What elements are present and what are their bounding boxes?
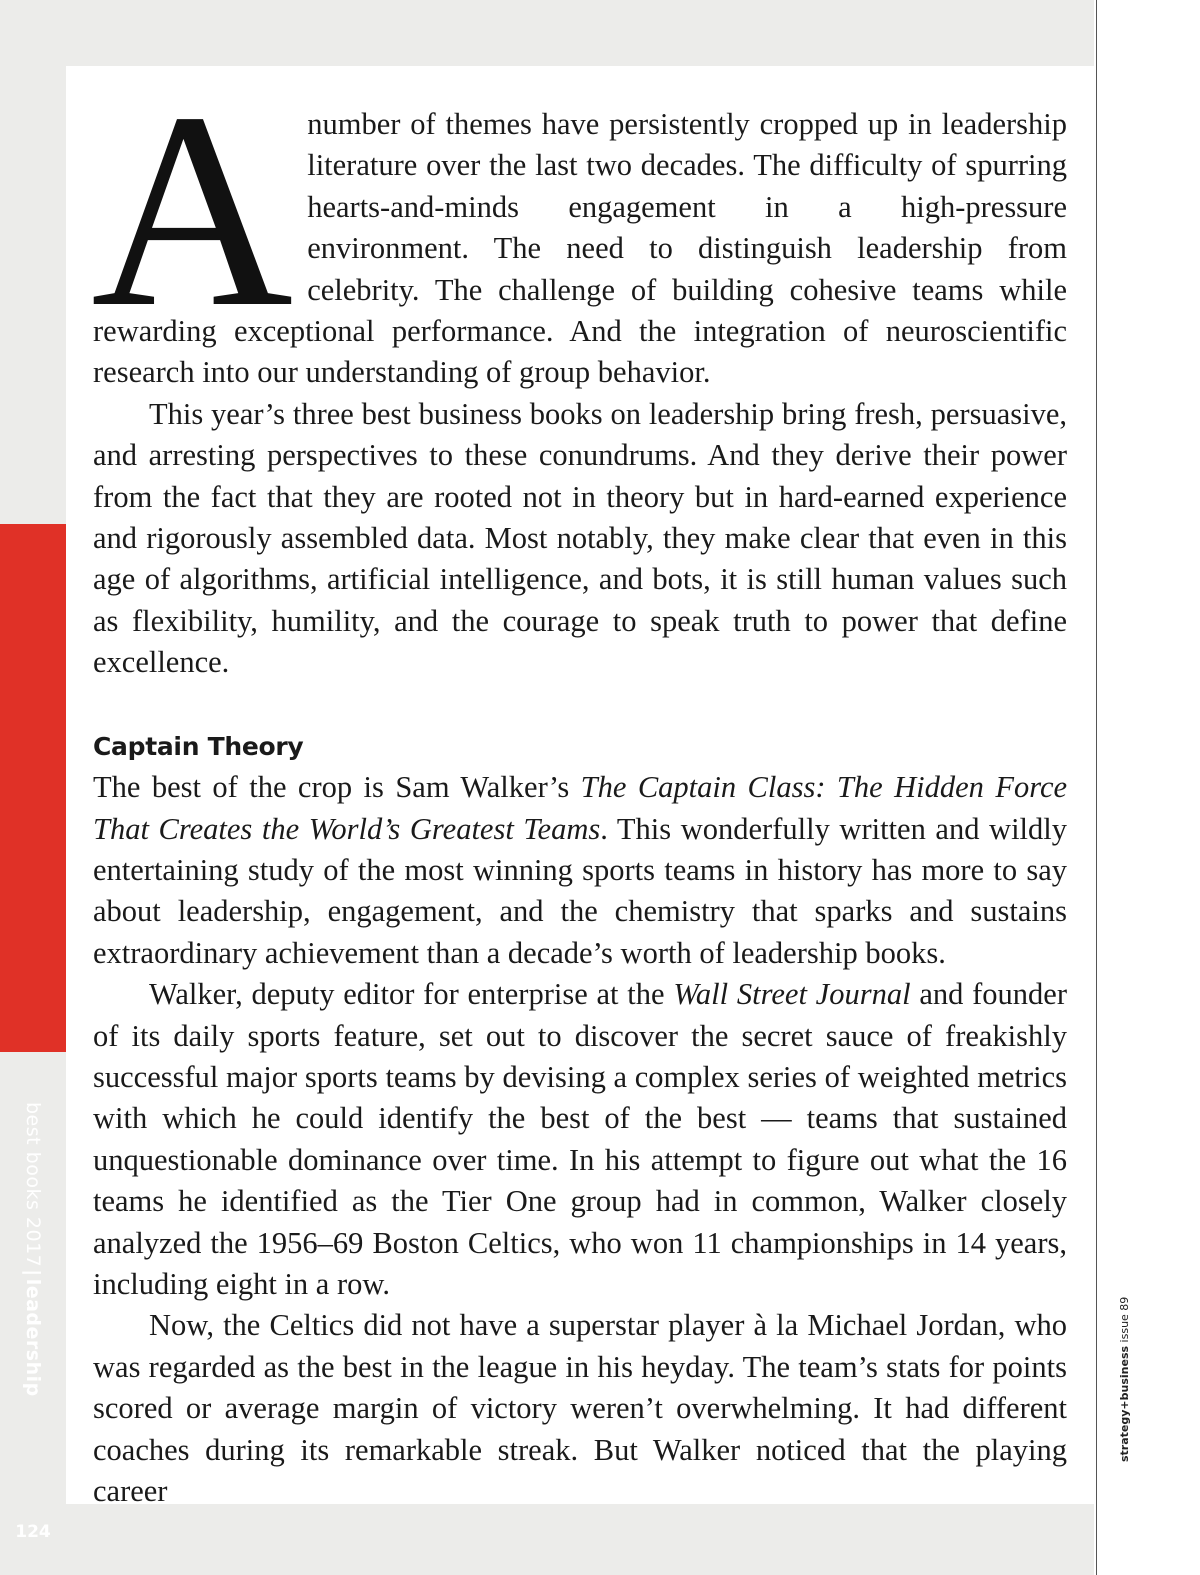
section-tab [0,524,66,1542]
paragraph-5: Now, the Celtics did not have a superstar player à la Michael Jordan, who was regarded as the best in the league in his heyday. The team’s stats for points scored or average margin of victory weren’t overwhelming. It had different coaches during its remarkable streak. But Walker noticed that the playing career [93,1308,1067,1508]
publication-footer [1118,1297,1131,1462]
p4-text-after: and founder of its daily sports feature, set out to discover the secret sauce of freakishly successful major sports teams by devising a complex series of weighted metrics with which he could identify the best of the best — teams that sustained unquestionable dominance over time. In his attempt to figure out what the 16 teams he identified as the Tier One group had in common, Walker closely analyzed the 1956–69 Boston Celtics, who won 11 championships in 14 years, including eight in a row. [93,977,1068,1301]
issue-label: issue 89 [1118,1296,1131,1343]
intro-paragraph [91,54,1067,394]
p4-text-before: Walker, deputy editor for enterprise at the [149,977,674,1012]
p3-text-before: The best of the crop is Sam Walker’s [93,770,581,805]
section-name: leadership [22,1278,44,1397]
section-separator: | [22,1269,44,1277]
newspaper-title: Wall Street Journal [673,977,911,1012]
paragraph-3 [93,767,1067,974]
drop-cap: A [91,54,294,365]
facing-page-edge [1094,0,1200,1575]
p3-text-after: . This wonderfully written and wildly entertaining study of the most winning sports teams in history has more to say about leadership, engagement, and the chemistry that sparks and sustains extraordinary achievement than a decade’s worth of leadership books. [93,811,1067,970]
intro-text: number of themes have persistently cropped up in leadership literature over the last two decades. The difficulty of spurring hearts-and-minds engagement in a high-pressure environment. The need to distinguish leadership from celebrity. The challenge of building cohesive teams while rewarding exceptional performance. And the integration of neuroscientific research into our understanding of group behavior. [93,107,1067,390]
paragraph-2: This year’s three best business books on leadership bring fresh, persuasive, and arresting perspectives to these conundrums. And they derive their power from the fact that they are rooted not in theory but in hard-earned experience and rigorously assembled data. Most notably, they make clear that even in this age of algorithms, artificial intelligence, and bots, it is still human values such as flexibility, humility, and the courage to speak truth to power that define excellence. [93,396,1067,680]
section-tab-label [22,1102,44,1397]
page-gutter-rule [1096,0,1097,1575]
section-heading: Captain Theory [93,731,304,761]
page-number: 124 [15,1522,51,1542]
publication-name: strategy+business [1118,1345,1131,1462]
paragraph-4 [93,974,1067,1305]
book-title: The Captain Class: The Hidden Force That Creates the World’s Greatest Teams [93,770,1068,846]
section-prefix: best books 2017 [22,1102,44,1268]
article-body [91,54,1068,1512]
section-gap [93,684,1067,726]
